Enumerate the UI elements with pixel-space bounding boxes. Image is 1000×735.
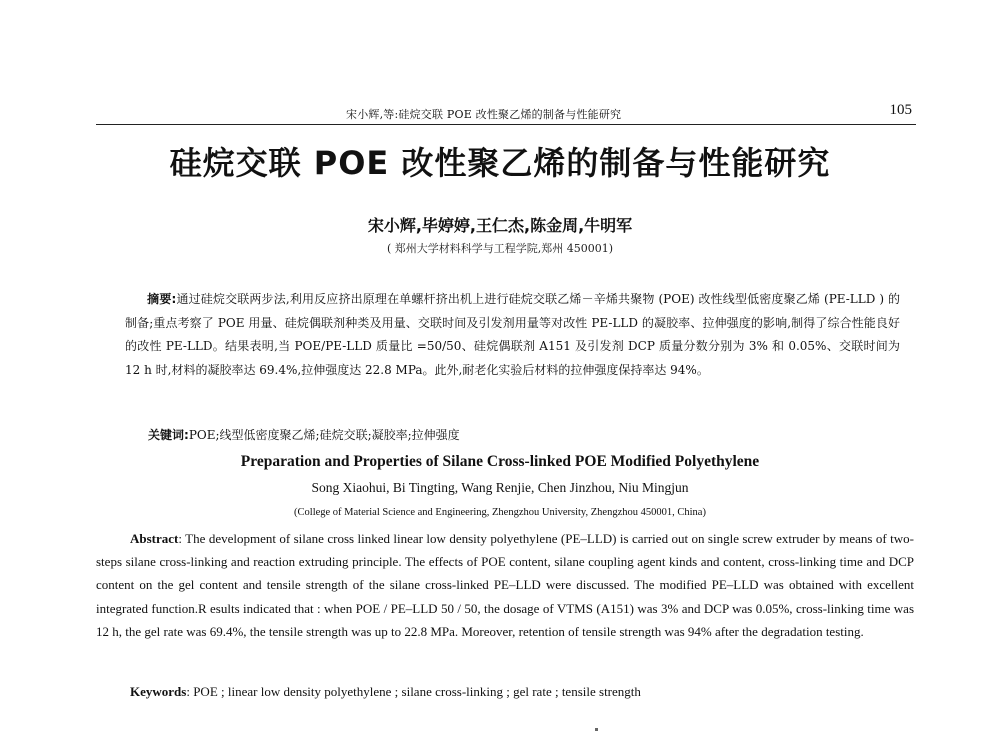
title-chinese: 硅烷交联 POE 改性聚乙烯的制备与性能研究 (169, 144, 831, 182)
scan-speck (595, 728, 598, 731)
keywords-chinese (148, 426, 908, 443)
abstract-chinese-text: 通过硅烷交联两步法,利用反应挤出原理在单螺杆挤出机上进行硅烷交联乙烯－辛烯共聚物 (POE) 改性线型低密度聚乙烯 (PE-LLD ) 的制备;重点考察了 POE 用量、硅烷偶联剂种类及用量、交联时间及引发剂用量等对改性 PE-LLD 的凝胶率、拉伸强度的影响,制得了综合性能良好的改性 PE-LLD。结果表明,当 POE/PE-LLD 质量比 =50/50、硅烷偶联剂 A151 及引发剂 DCP 质量分数分别为 3% 和 0.05%、交联时间为 12 h 时,材料的凝胶率达 69.4%,拉伸强度达 22.8 MPa。此外,耐老化实验后材料的拉伸强度保持率达 94%。 (125, 292, 900, 377)
authors-english: Song Xiaohui, Bi Tingting, Wang Renjie, Chen Jinzhou, Niu Mingjun (311, 480, 689, 495)
keywords-english (130, 684, 910, 700)
abstract-chinese (125, 288, 900, 382)
abstract-english (96, 527, 914, 643)
abstract-english-label: Abstract (130, 531, 179, 546)
authors-chinese: 宋小辉,毕婷婷,王仁杰,陈金周,牛明军 (367, 216, 633, 235)
keywords-chinese-label: 关键词: (148, 428, 189, 442)
page-number: 105 (889, 102, 912, 118)
keywords-chinese-text: POE;线型低密度聚乙烯;硅烷交联;凝胶率;拉伸强度 (188, 428, 460, 442)
abstract-chinese-label: 摘要: (147, 292, 177, 306)
keywords-english-text: : POE ; linear low density polyethylene ; silane cross-linking ; gel rate ; tensile strength (186, 684, 641, 699)
running-header (96, 102, 916, 125)
affiliation-english: (College of Material Science and Engineering, Zhengzhou University, Zhengzhou 450001, China) (294, 507, 706, 518)
abstract-english-text: : The development of silane cross linked linear low density polyethylene (PE–LLD) is carried out on single screw extruder by means of two-steps silane cross-linking and reaction extruding principle. The effects of POE content, silane coupling agent kinds and content, cross-linking time and DCP content on the gel content and tensile strength of the silane cross-linked PE–LLD were discussed. The modified PE–LLD was obtained with excellent integrated function.R esults indicated that : when POE / PE–LLD 50 / 50, the dosage of VTMS (A151) was 3% and DCP was 0.05%, cross-linking time was 12 h, the gel rate was 69.4%, the tensile strength was up to 22.8 MPa. Moreover, retention of tensile strength was 94% after the degradation testing. (96, 531, 914, 639)
affiliation-chinese: ( 郑州大学材料科学与工程学院,郑州 450001) (386, 242, 614, 255)
title-english: Preparation and Properties of Silane Cross-linked POE Modified Polyethylene (240, 453, 760, 470)
running-header-text: 宋小辉,等:硅烷交联 POE 改性聚乙烯的制备与性能研究 (346, 108, 622, 121)
keywords-english-label: Keywords (130, 684, 187, 699)
